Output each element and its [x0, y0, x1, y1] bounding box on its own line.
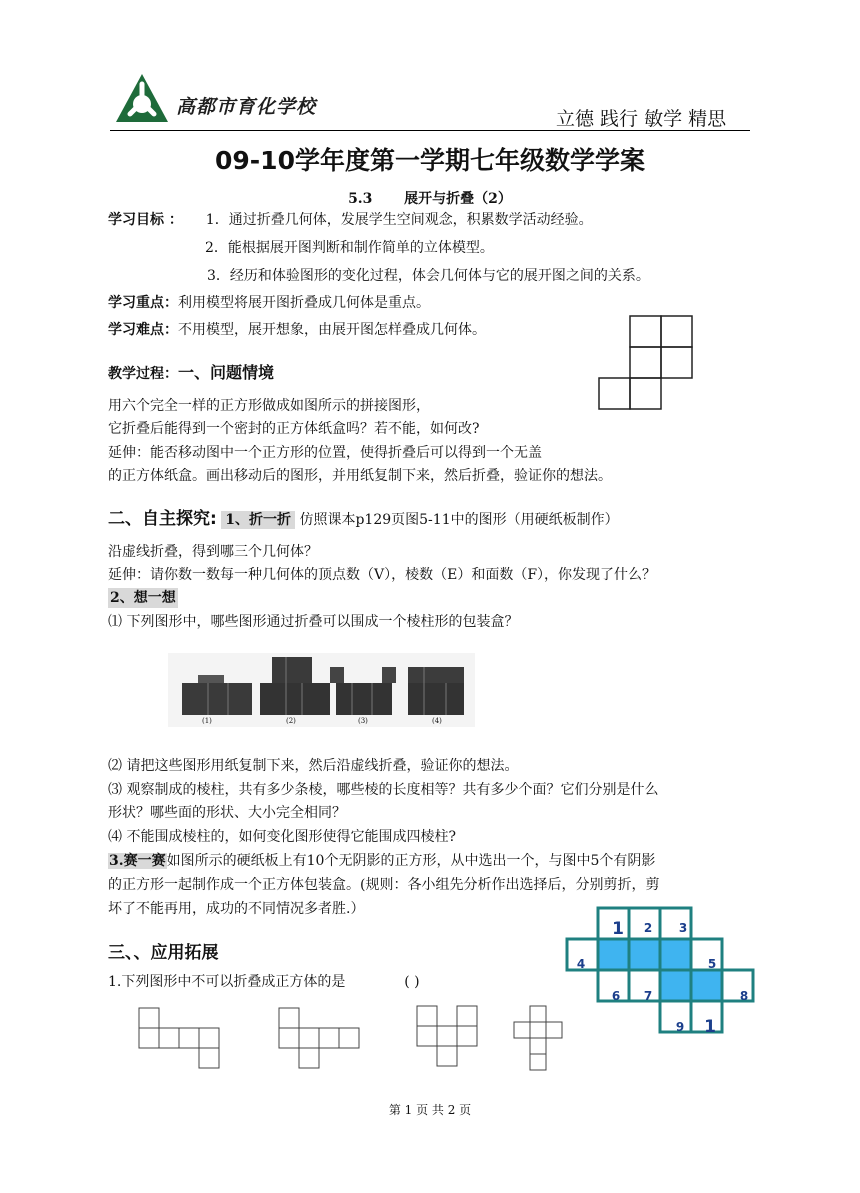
- school-emblem-icon: [112, 70, 172, 130]
- grid-label: 4: [576, 957, 586, 971]
- key-point: [108, 293, 430, 313]
- question-4: ⑷ 不能围成棱柱的，如何变化图形使得它能围成四棱柱?: [108, 829, 456, 845]
- section2-heading-line: [108, 504, 619, 529]
- activity1-text: 仿照课本p129页图5-11中的图形（用硬纸板制作）: [299, 512, 619, 528]
- shaded-cell: [598, 939, 629, 970]
- objectives-line-1: [108, 210, 593, 230]
- shaded-cell: [660, 970, 691, 1001]
- grid-label: 1: [612, 919, 624, 939]
- section1-title: 一、问题情境: [178, 363, 275, 382]
- lesson-title: 展开与折叠（2）: [404, 191, 512, 207]
- section3-heading: 三、、应用拓展: [108, 943, 219, 963]
- answer-blank[interactable]: ( ): [404, 974, 420, 990]
- grid-label: 2: [643, 921, 653, 935]
- activity2-label: 2、想一想: [110, 590, 176, 606]
- grid-cell[interactable]: [722, 970, 753, 1001]
- net-square: [630, 316, 661, 347]
- objective-2: 2．能根据展开图判断和制作简单的立体模型。: [205, 240, 494, 256]
- lesson-number: 5.3: [348, 191, 373, 207]
- figure-caption-3: (3): [358, 717, 368, 725]
- lesson-subtitle: [0, 188, 860, 208]
- option-net-c: [415, 1004, 479, 1070]
- shaded-cell: [691, 970, 722, 1001]
- activity3-line-2: 的正方形一起制作成一个正方体包装盒。(规则：各小组先分析作出选择后，分别剪折，剪: [108, 877, 660, 893]
- prism-nets-image: [168, 653, 475, 727]
- prism-net-1: [182, 675, 252, 715]
- objective-1: 1．通过折叠几何体，发展学生空间观念，积累数学活动经验。: [205, 212, 593, 228]
- prism-net-2: [260, 657, 330, 715]
- school-name: 高都市育化学校: [176, 96, 317, 118]
- grid-cell[interactable]: [691, 939, 722, 970]
- section1-line-4: 的正方体纸盒。画出移动后的图形，并用纸复制下来，然后折叠，验证你的想法。: [108, 468, 612, 484]
- section2-title: 二、自主探究:: [108, 509, 217, 529]
- net-square: [630, 347, 661, 378]
- page-footer: 第 1 页 共 2 页: [388, 1103, 472, 1117]
- grid-label: 7: [643, 989, 653, 1003]
- section2-line-1: 沿虚线折叠，得到哪三个几何体？: [108, 544, 318, 560]
- difficulty: [108, 320, 486, 340]
- option-net-a: [137, 1006, 227, 1072]
- net-square: [661, 316, 692, 347]
- activity3-line-3: 坏了不能再用，成功的不同情况多者胜.）: [108, 901, 365, 917]
- key-point-label: 学习重点：: [108, 295, 178, 311]
- shaded-cell: [660, 939, 691, 970]
- question-1: ⑴ 下列图形中，哪些图形通过折叠可以围成一个棱柱形的包装盒？: [108, 614, 519, 630]
- objectives-label: 学习目标 ：: [108, 212, 183, 228]
- net-square: [661, 347, 692, 378]
- cube-net-figure: [596, 314, 696, 410]
- prism-nets-figure: [168, 653, 475, 727]
- page-title: 09-10学年度第一学期七年级数学学案: [215, 146, 645, 175]
- section2-line-2: 延伸：请你数一数每一种几何体的顶点数（V），棱数（E）和面数（F），你发现了什么？: [108, 567, 657, 583]
- option-net-d: [512, 1004, 564, 1074]
- header-rule: [110, 130, 750, 131]
- activity1-label: 1、折一折: [221, 511, 295, 529]
- section1-label: 教学过程：: [108, 366, 178, 382]
- option-net-b: [277, 1006, 361, 1072]
- grid-label: 1: [704, 1017, 716, 1037]
- figure-caption-1: (1): [202, 717, 212, 725]
- grid-label: 9: [675, 1020, 685, 1034]
- objective-3: 3．经历和体验图形的变化过程，体会几何体与它的展开图之间的关系。: [207, 268, 650, 284]
- school-logo: [112, 70, 172, 130]
- question-3a: ⑶ 观察制成的棱柱，共有多少条棱，哪些棱的长度相等？共有多少个面？它们分别是什么: [108, 782, 659, 798]
- grid-label: 5: [707, 957, 717, 971]
- question-3b: 形状？哪些面的形状、大小完全相同？: [108, 805, 346, 821]
- prism-net-4: [408, 667, 464, 715]
- activity3-label: 3.赛一赛: [109, 853, 166, 869]
- grid-label: 3: [678, 921, 688, 935]
- shaded-cell: [629, 939, 660, 970]
- section1-heading: [108, 360, 274, 383]
- activity3-text-1: 如图所示的硬纸板上有10个无阴影的正方形，从中选出一个，与图中5个有阴影: [166, 853, 656, 869]
- question-2: ⑵ 请把这些图形用纸复制下来，然后沿虚线折叠，验证你的想法。: [108, 758, 519, 774]
- figure-caption-4: (4): [432, 717, 442, 725]
- grid-label: 6: [611, 989, 621, 1003]
- section1-line-3: 延伸：能否移动图中一个正方形的位置，使得折叠后可以得到一个无盖: [108, 445, 542, 461]
- section1-line-2: 它折叠后能得到一个密封的正方体纸盒吗？若不能，如何改?: [108, 421, 480, 437]
- difficulty-text: 不用模型，展开想象，由展开图怎样叠成几何体。: [178, 322, 486, 338]
- contest-cardboard-grid: [564, 906, 764, 1046]
- key-point-text: 利用模型将展开图折叠成几何体是重点。: [178, 295, 430, 311]
- prism-net-3: [330, 667, 396, 715]
- activity3-line-1: [108, 851, 655, 871]
- net-square: [630, 378, 661, 409]
- figure-caption-2: (2): [286, 717, 296, 725]
- difficulty-label: 学习难点：: [108, 322, 178, 338]
- application-question-1: [108, 972, 420, 992]
- application-question-1-text: 1.下列图形中不可以折叠成正方体的是: [108, 974, 346, 990]
- school-motto: 立德 践行 敏学 精思: [556, 108, 727, 130]
- section1-line-1: 用六个完全一样的正方形做成如图所示的拼接图形，: [108, 398, 430, 414]
- net-square: [599, 378, 630, 409]
- grid-label: 8: [739, 989, 749, 1003]
